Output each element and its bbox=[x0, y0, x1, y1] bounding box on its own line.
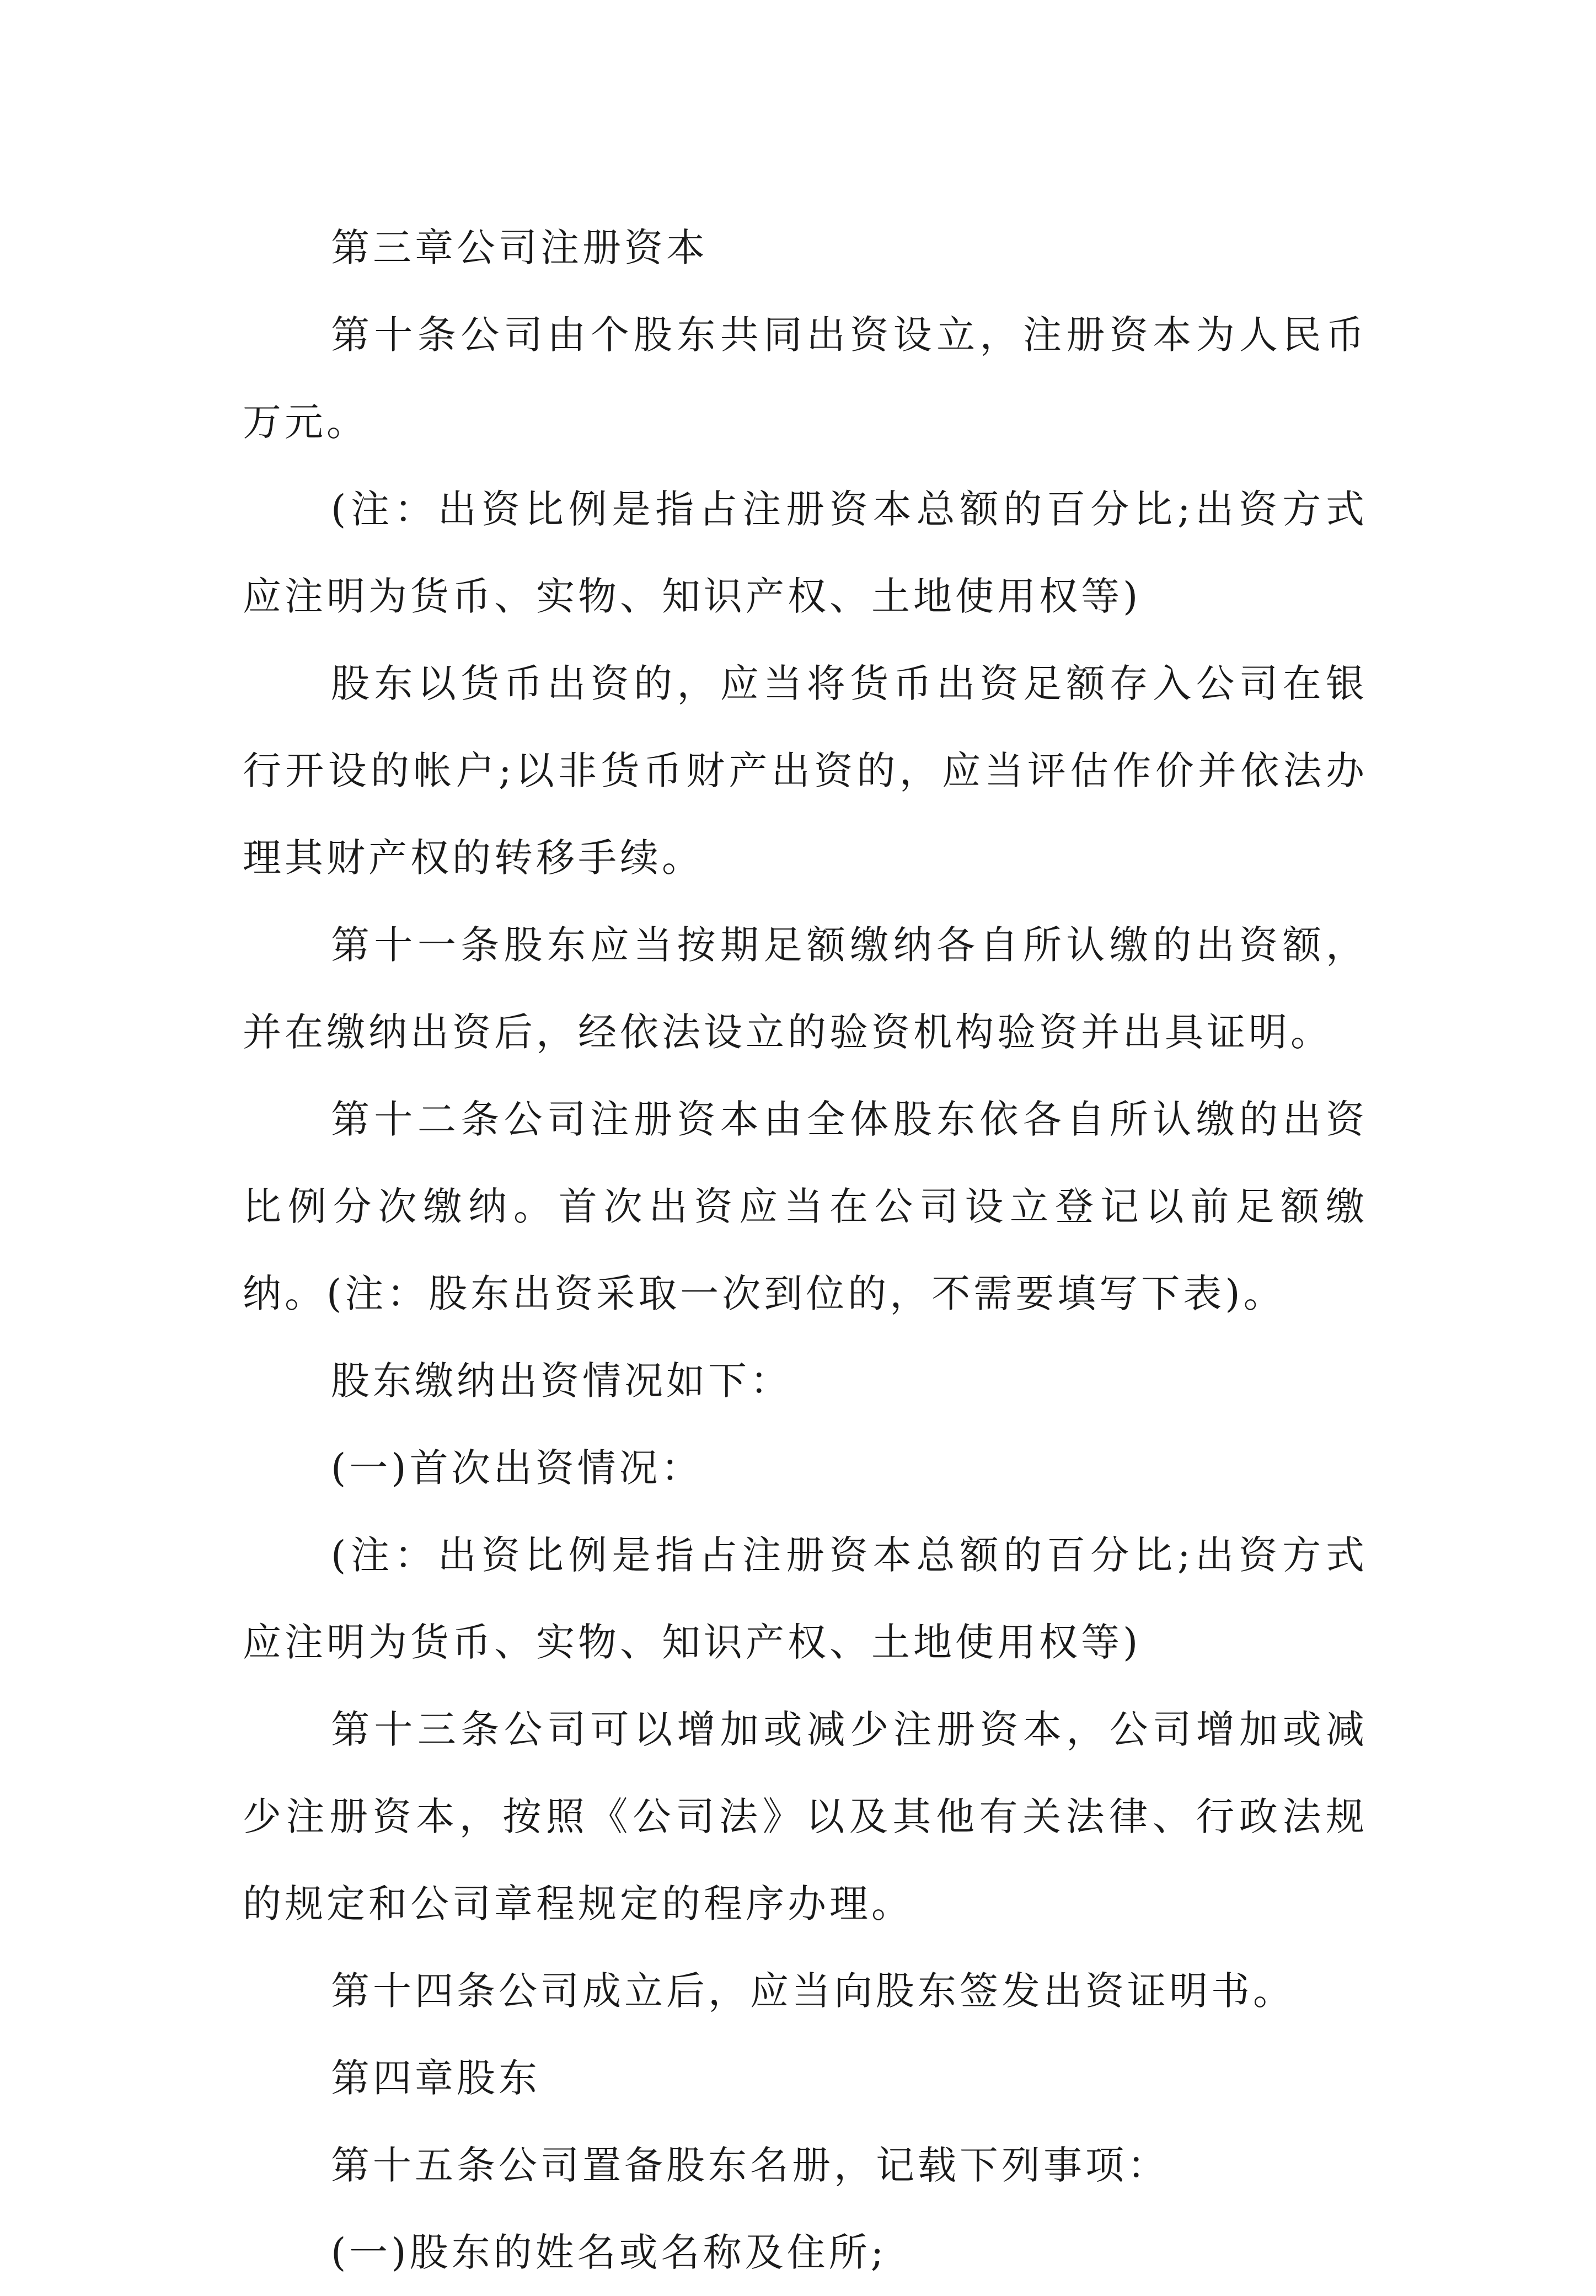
article-11: 第十一条股东应当按期足额缴纳各自所认缴的出资额，并在缴纳出资后，经依法设立的验资机构验资并出具证明。 bbox=[243, 922, 1368, 1055]
list-item-shareholder-name: (一)股东的姓名或名称及住所; bbox=[331, 2230, 887, 2275]
article-13: 第十三条公司可以增加或减少注册资本，公司增加或减少注册资本，按照《公司法》以及其他有关法律、行政法规的规定和公司章程规定的程序办理。 bbox=[243, 1707, 1368, 1926]
note-contribution-ratio-2: (注：出资比例是指占注册资本总额的百分比;出资方式应注明为货币、实物、知识产权、土地使用权等) bbox=[243, 1533, 1368, 1665]
paragraph-currency-contribution: 股东以货币出资的，应当将货币出资足额存入公司在银行开设的帐户;以非货币财产出资的，应当评估作价并依法办理其财产权的转移手续。 bbox=[243, 661, 1368, 880]
article-14: 第十四条公司成立后，应当向股东签发出资证明书。 bbox=[331, 1968, 1295, 2014]
chapter-heading-3: 第三章公司注册资本 bbox=[331, 225, 708, 270]
article-10: 第十条公司由个股东共同出资设立，注册资本为人民币万元。 bbox=[243, 312, 1368, 445]
article-12: 第十二条公司注册资本由全体股东依各自所认缴的出资比例分次缴纳。首次出资应当在公司设立登记以前足额缴纳。(注：股东出资采取一次到位的，不需要填写下表)。 bbox=[243, 1097, 1368, 1316]
article-15: 第十五条公司置备股东名册，记载下列事项： bbox=[331, 2143, 1169, 2188]
chapter-heading-4: 第四章股东 bbox=[331, 2055, 540, 2101]
note-contribution-ratio: (注：出资比例是指占注册资本总额的百分比;出资方式应注明为货币、实物、知识产权、土地使用权等) bbox=[243, 487, 1368, 619]
document-body bbox=[243, 204, 1368, 2296]
list-item-first-contribution: (一)首次出资情况： bbox=[331, 1445, 703, 1491]
paragraph-contribution-status: 股东缴纳出资情况如下： bbox=[331, 1358, 792, 1403]
